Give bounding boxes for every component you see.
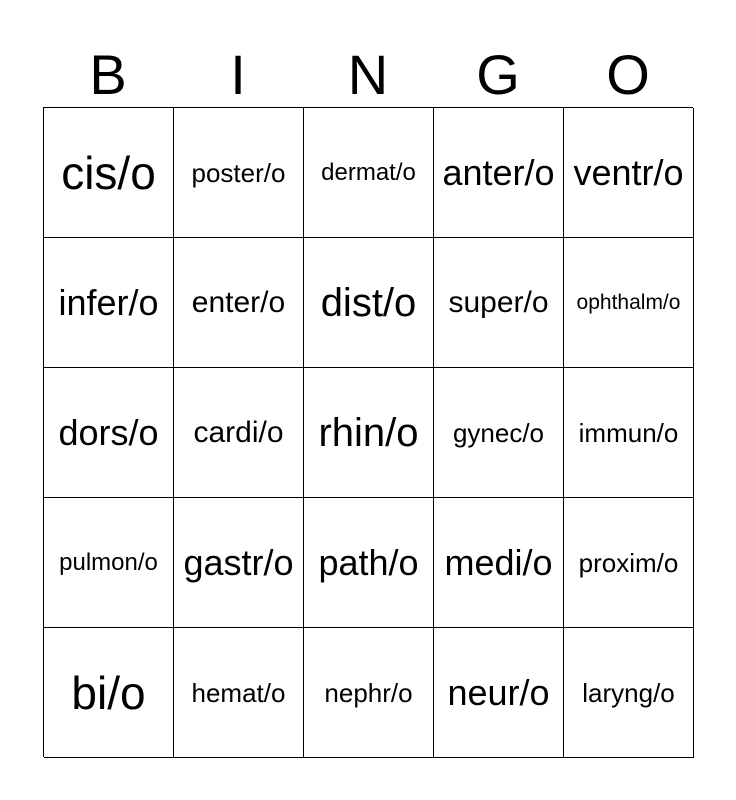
header-letter-g: G bbox=[476, 43, 520, 106]
bingo-cell[interactable]: anter/o bbox=[434, 108, 564, 238]
header-letter-n: N bbox=[347, 43, 389, 106]
bingo-cell[interactable]: infer/o bbox=[44, 238, 174, 368]
bingo-cell[interactable]: ventr/o bbox=[564, 108, 694, 238]
bingo-cell[interactable]: cardi/o bbox=[174, 368, 304, 498]
header-letter-b: B bbox=[89, 43, 127, 106]
bingo-cell[interactable]: gastr/o bbox=[174, 498, 304, 628]
bingo-cell[interactable]: hemat/o bbox=[174, 628, 304, 758]
bingo-cell[interactable]: rhin/o bbox=[304, 368, 434, 498]
bingo-cell[interactable]: neur/o bbox=[434, 628, 564, 758]
bingo-cell[interactable]: bi/o bbox=[44, 628, 174, 758]
bingo-cell[interactable]: proxim/o bbox=[564, 498, 694, 628]
bingo-cell[interactable]: nephr/o bbox=[304, 628, 434, 758]
bingo-cell[interactable]: pulmon/o bbox=[44, 498, 174, 628]
header-letter-o: O bbox=[606, 43, 650, 106]
bingo-cell[interactable]: laryng/o bbox=[564, 628, 694, 758]
bingo-cell[interactable]: dist/o bbox=[304, 238, 434, 368]
bingo-cell[interactable]: dors/o bbox=[44, 368, 174, 498]
bingo-header bbox=[43, 44, 693, 106]
bingo-cell[interactable]: ophthalm/o bbox=[564, 238, 694, 368]
bingo-cell[interactable]: immun/o bbox=[564, 368, 694, 498]
bingo-cell[interactable]: cis/o bbox=[44, 108, 174, 238]
bingo-cell[interactable]: path/o bbox=[304, 498, 434, 628]
bingo-cell[interactable]: super/o bbox=[434, 238, 564, 368]
bingo-cell[interactable]: poster/o bbox=[174, 108, 304, 238]
header-letter-i: I bbox=[230, 43, 246, 106]
bingo-cell[interactable]: medi/o bbox=[434, 498, 564, 628]
bingo-cell[interactable]: dermat/o bbox=[304, 108, 434, 238]
bingo-cell[interactable]: gynec/o bbox=[434, 368, 564, 498]
bingo-cell[interactable]: enter/o bbox=[174, 238, 304, 368]
bingo-card-grid bbox=[43, 107, 693, 757]
